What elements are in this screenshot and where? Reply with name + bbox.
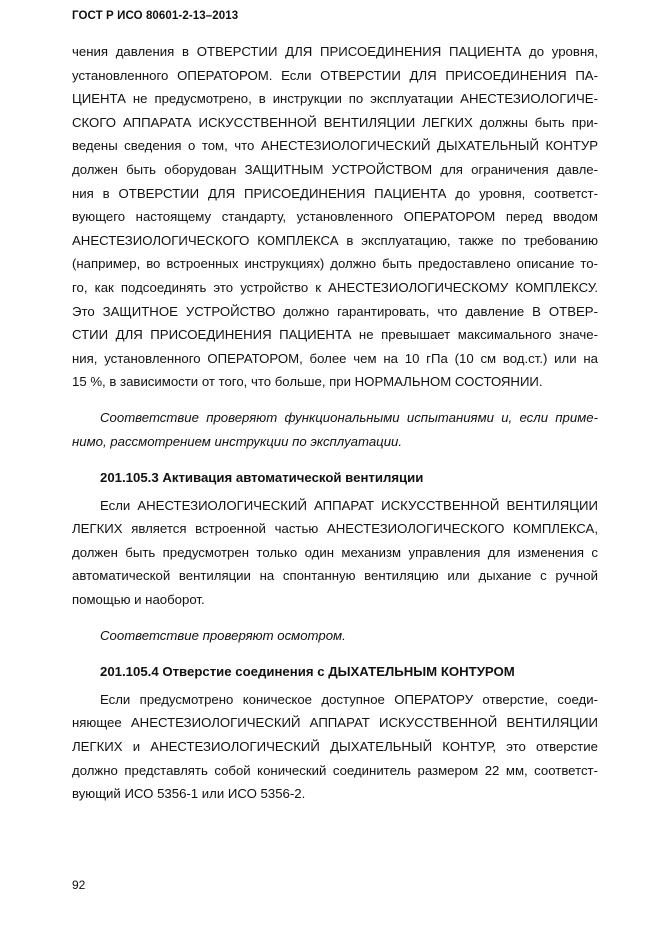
compliance-line: нимо, рассмотрением инструкции по эксплуатации. [72,433,403,449]
section-heading-201-105-3: 201.105.3 Активация автоматической вентиляции [100,470,424,486]
text-line: 15 %, в зависимости от того, что больше, при НОРМАЛЬНОМ СОСТОЯНИИ. [72,374,543,390]
text-line: Это ЗАЩИТНОЕ УСТРОЙСТВО должно гарантировать, что давление В ОТВЕР- [72,303,598,319]
text-line: АНЕСТЕЗИОЛОГИЧЕСКОГО КОМПЛЕКСА в эксплуатацию, также по требованию [72,232,598,248]
paragraph-connection-port [72,688,598,806]
text-line: СТИИ ДЛЯ ПРИСОЕДИНЕНИЯ ПАЦИЕНТА не превышает максимального значе- [72,327,598,343]
section-heading-201-105-4: 201.105.4 Отверстие соединения с ДЫХАТЕЛЬНЫМ КОНТУРОМ [100,664,515,680]
text-line: Если предусмотрено коническое доступное ОПЕРАТОРУ отверстие, соеди- [100,691,598,707]
text-line: ЦИЕНТА не предусмотрено, в инструкции по эксплуатации АНЕСТЕЗИОЛОГИЧЕ- [72,91,598,107]
text-line: установленного ОПЕРАТОРОМ. Если ОТВЕРСТИИ ДЛЯ ПРИСОЕДИНЕНИЯ ПА- [72,67,598,83]
text-line: помощью и наоборот. [72,592,205,608]
text-line: автоматической вентиляции на спонтанную вентиляцию или дыхание с ручной [72,568,598,584]
paragraph-protective-device [72,40,598,394]
text-line: вующий ИСО 5356-1 или ИСО 5356-2. [72,786,306,802]
document-header: ГОСТ Р ИСО 80601-2-13–2013 [72,10,239,22]
compliance-note-inspection: Соответствие проверяют осмотром. [100,627,346,643]
text-line: СКОГО АППАРАТА ИСКУССТВЕННОЙ ВЕНТИЛЯЦИИ ЛЕГКИХ должны быть при- [72,114,598,130]
text-line: должно представлять собой конический соединитель размером 22 мм, соответст- [72,762,598,778]
compliance-line: Соответствие проверяют функциональными испытаниями и, если приме- [100,409,598,425]
text-line: го, как подсоединять это устройство к АНЕСТЕЗИОЛОГИЧЕСКОМУ КОМПЛЕКСУ. [72,279,598,295]
text-line: ния в ОТВЕРСТИИ ДЛЯ ПРИСОЕДИНЕНИЯ ПАЦИЕНТА до уровня, соответст- [72,185,598,201]
text-line: няющее АНЕСТЕЗИОЛОГИЧЕСКИЙ АППАРАТ ИСКУССТВЕННОЙ ВЕНТИЛЯЦИИ [72,715,598,731]
page-content [72,40,598,806]
text-line: ния, установленного ОПЕРАТОРОМ, более чем на 10 гПа (10 см вод.ст.) или на [72,350,598,366]
paragraph-auto-ventilation [72,494,598,612]
text-line: ведены сведения о том, что АНЕСТЕЗИОЛОГИЧЕСКИЙ ДЫХАТЕЛЬНЫЙ КОНТУР [72,138,598,154]
compliance-note-functional [72,406,598,453]
text-line: Если АНЕСТЕЗИОЛОГИЧЕСКИЙ АППАРАТ ИСКУССТВЕННОЙ ВЕНТИЛЯЦИИ [100,497,598,513]
text-line: вующего настоящему стандарту, установленного ОПЕРАТОРОМ перед вводом [72,209,598,225]
text-line: должен быть оборудован ЗАЩИТНЫМ УСТРОЙСТВОМ для ограничения давле- [72,161,598,177]
page-number: 92 [72,878,86,892]
text-line: ЛЕГКИХ и АНЕСТЕЗИОЛОГИЧЕСКИЙ ДЫХАТЕЛЬНЫЙ КОНТУР, это отверстие [72,739,598,755]
text-line: (например, во встроенных инструкциях) должно быть предоставлено описание то- [72,256,598,272]
text-line: должен быть предусмотрен только один механизм управления для изменения с [72,544,598,560]
text-line: ЛЕГКИХ является встроенной частью АНЕСТЕЗИОЛОГИЧЕСКОГО КОМПЛЕКСА, [72,521,598,537]
text-line: чения давления в ОТВЕРСТИИ ДЛЯ ПРИСОЕДИНЕНИЯ ПАЦИЕНТА до уровня, [72,44,598,59]
